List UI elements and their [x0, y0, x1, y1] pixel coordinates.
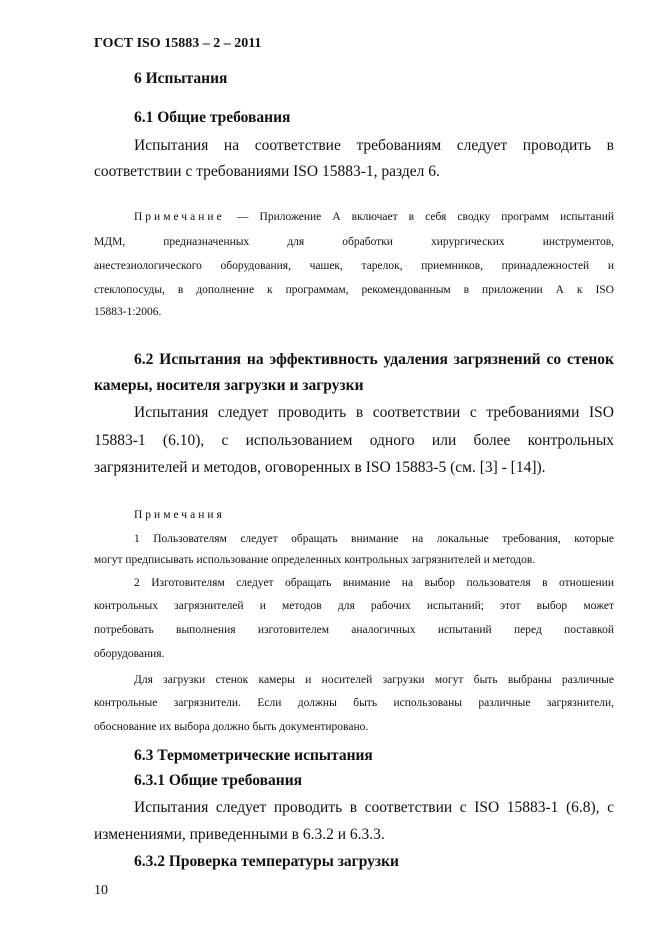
note-item-line: 2 Изготовителям следует обращать внимание на выбор пользователя в отношении [134, 577, 614, 589]
note-line: стеклопосуды, в дополнение к программам, рекомендованным в приложении А к ISO [94, 284, 614, 296]
paragraph-line: загрязнителей и методов, оговоренных в ISO 15883-5 (см. [3] - [14]). [94, 459, 546, 476]
note-item-line: контрольных загрязнителей и методов для рабочих испытаний; этот выбор может [94, 600, 614, 612]
note-line: 15883-1:2006. [94, 306, 162, 318]
section-6-1-title: 6.1 Общие требования [134, 109, 291, 126]
section-6-2-title-cont: камеры, носителя загрузки и загрузки [94, 377, 364, 394]
paragraph-line: Испытания следует проводить в соответствии с требованиями ISO [134, 404, 614, 421]
paragraph-line: 15883-1 (6.10), с использованием одного или более контрольных [94, 432, 614, 449]
paragraph-line: соответствии с требованиями ISO 15883-1, раздел 6. [94, 163, 440, 180]
note-item-line: потребовать выполнения изготовителем аналогичных испытаний перед поставкой [94, 624, 614, 636]
paragraph-line: изменениями, приведенными в 6.3.2 и 6.3.3. [94, 826, 385, 843]
page-number: 10 [94, 883, 108, 898]
notes-label: Примечания [134, 509, 225, 521]
note-line: анестезиологического оборудования, чашек, тарелок, приемников, принадлежностей и [94, 260, 614, 272]
note-item-line: 1 Пользователям следует обращать внимание на локальные требования, которые [134, 533, 614, 545]
paragraph-line: Испытания следует проводить в соответствии с ISO 15883-1 (6.8), с [134, 799, 614, 816]
note-line: МДМ, предназначенных для обработки хирургических инструментов, [94, 236, 614, 248]
note-item-line: могут предписывать использование определенных контрольных загрязнителей и методов. [94, 554, 536, 566]
note-item-line: обоснование их выбора должно быть документировано. [94, 721, 369, 733]
section-6-title: 6 Испытания [134, 70, 228, 87]
note-item-line: контрольные загрязнители. Если должны быть использованы различные загрязнители, [94, 697, 614, 709]
note-line: — Приложение А включает в себя сводку программ испытаний [237, 211, 614, 223]
note-item-line: оборудования. [94, 648, 165, 660]
note-item-line: Для загрузки стенок камеры и носителей загрузки могут быть выбраны различные [134, 674, 614, 686]
paragraph-line: Испытания на соответствие требованиям следует проводить в [134, 137, 614, 154]
note-label: Примечание [134, 211, 225, 223]
section-6-2-title: 6.2 Испытания на эффективность удаления загрязнений со стенок [134, 351, 614, 368]
section-6-3-2-title: 6.3.2 Проверка температуры загрузки [134, 853, 399, 870]
section-6-3-title: 6.3 Термометрические испытания [134, 747, 373, 764]
section-6-3-1-title: 6.3.1 Общие требования [134, 772, 303, 789]
document-header: ГОСТ ISO 15883 – 2 – 2011 [94, 36, 262, 51]
